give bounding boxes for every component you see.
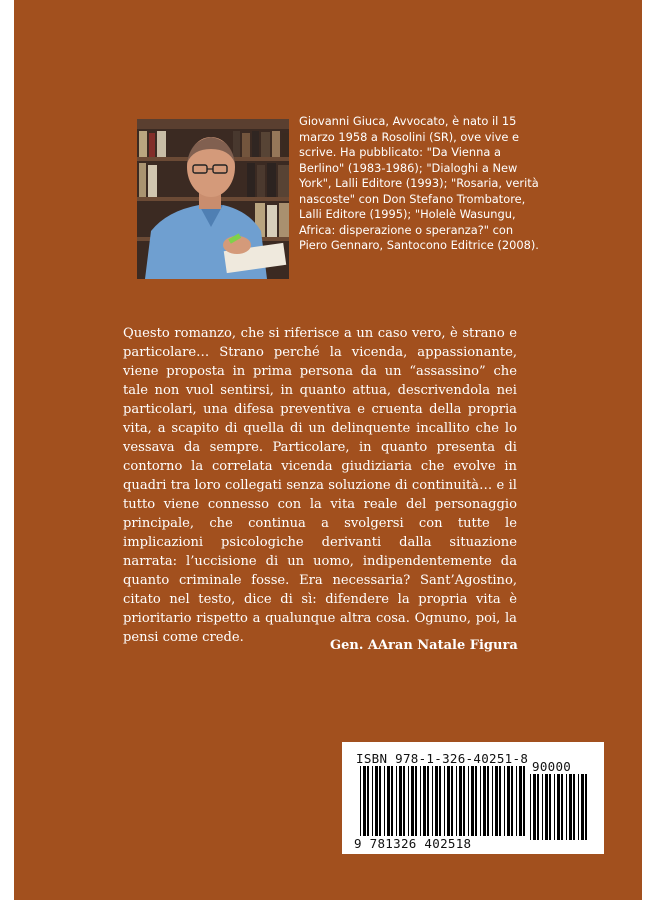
barcode-bar bbox=[387, 766, 390, 836]
addon-barcode-bars bbox=[530, 774, 592, 840]
barcode-bar bbox=[545, 774, 548, 840]
barcode-digits: 9 781326 402518 bbox=[354, 836, 472, 851]
barcode-bar bbox=[569, 774, 572, 840]
barcode-bar bbox=[471, 766, 474, 836]
barcode-bar bbox=[537, 774, 539, 840]
barcode-bar bbox=[439, 766, 441, 836]
barcode-bar bbox=[499, 766, 501, 836]
barcode-bar bbox=[566, 774, 567, 840]
barcode-bar bbox=[375, 766, 378, 836]
barcode-bar bbox=[549, 774, 551, 840]
barcode-bar bbox=[557, 774, 560, 840]
isbn-label: ISBN 978-1-326-40251-8 bbox=[356, 751, 529, 766]
barcode-bar bbox=[483, 766, 486, 836]
barcode-bar bbox=[516, 766, 517, 836]
barcode-bar bbox=[363, 766, 366, 836]
barcode-bar bbox=[507, 766, 510, 836]
barcode-bar bbox=[423, 766, 426, 836]
barcode-bar bbox=[487, 766, 489, 836]
barcode-bar bbox=[372, 766, 373, 836]
barcode-bar bbox=[475, 766, 477, 836]
barcode-bar bbox=[411, 766, 414, 836]
barcode-bar bbox=[360, 766, 361, 836]
barcode-bar bbox=[384, 766, 385, 836]
barcode-bar bbox=[432, 766, 433, 836]
blurb-signature: Gen. AAran Natale Figura bbox=[330, 638, 518, 653]
barcode-bar bbox=[561, 774, 563, 840]
barcode-bar bbox=[495, 766, 498, 836]
barcode-bar bbox=[468, 766, 469, 836]
barcode-bar bbox=[530, 774, 531, 840]
barcode-bar bbox=[435, 766, 438, 836]
barcode-bar bbox=[420, 766, 421, 836]
barcode-bar bbox=[554, 774, 555, 840]
barcode-bar bbox=[444, 766, 445, 836]
barcode-bar bbox=[519, 766, 522, 836]
barcode-bar bbox=[573, 774, 575, 840]
price-code: 90000 bbox=[532, 759, 572, 774]
barcode-bar bbox=[581, 774, 584, 840]
barcode-bar bbox=[511, 766, 513, 836]
barcode-bar bbox=[396, 766, 397, 836]
book-blurb: Questo romanzo, che si riferisce a un caso vero, è strano e particolare… Strano perché la vicenda, appassionante, viene proposta in prima persona da un “assassino” che tale non vuol sentirsi, in quanto attua, descrivendola nei particolari, una difesa preventiva e cruenta della propria vita, a scapito di quella di un delinquente incallito che lo vessava da sempre. Particolare, in quanto presenta di contorno la correlata vicenda giudiziaria che evolve in quadri tra loro collegati senza soluzione di continuità… e il tutto viene connesso con la vita reale del personaggio principale, che continua a svolgersi con tutte le implicazioni psicologiche derivanti dalla situazione narrata: l’uccisione di un uomo, indipendentemente da quanto criminale fosse. Era necessaria? Sant’Agostino, citato nel testo, dice di sì: difendere la propria vita è prioritario rispetto a qualunque altra cosa. Ognuno, poi, la pensi come crede. bbox=[123, 326, 517, 645]
barcode-bar bbox=[415, 766, 417, 836]
barcode-bar bbox=[492, 766, 493, 836]
barcode-bar bbox=[585, 774, 587, 840]
barcode-bar bbox=[403, 766, 405, 836]
barcode-bar bbox=[523, 766, 525, 836]
barcode-bar bbox=[379, 766, 381, 836]
barcode-bar bbox=[480, 766, 481, 836]
author-portrait-image bbox=[137, 119, 289, 279]
author-bio: Giovanni Giuca, Avvocato, è nato il 15 marzo 1958 a Rosolini (SR), ove vive e scrive. Ha pubblicato: "Da Vienna a Berlino" (1983-1986); "Dialoghi a New York", Lalli Editore (1993); "Rosaria, verità nascoste" con Don Stefano Trombatore, Lalli Editore (1995); "Holelè Wasungu, Africa: disperazione o speranza?" con Piero Gennaro, Santocono Editrice (2008). bbox=[299, 114, 539, 252]
barcode-bar bbox=[399, 766, 402, 836]
barcode-bar bbox=[578, 774, 579, 840]
barcode-bar bbox=[456, 766, 457, 836]
ean-barcode-bars bbox=[360, 766, 526, 836]
barcode-bar bbox=[459, 766, 462, 836]
barcode-bar bbox=[391, 766, 393, 836]
barcode-bar bbox=[447, 766, 450, 836]
barcode-bar bbox=[451, 766, 453, 836]
barcode-bar bbox=[367, 766, 369, 836]
barcode-bar bbox=[504, 766, 505, 836]
barcode-bar bbox=[542, 774, 543, 840]
isbn-barcode bbox=[342, 742, 604, 854]
barcode-bar bbox=[408, 766, 409, 836]
barcode-bar bbox=[463, 766, 465, 836]
barcode-bar bbox=[427, 766, 429, 836]
barcode-bar bbox=[533, 774, 536, 840]
